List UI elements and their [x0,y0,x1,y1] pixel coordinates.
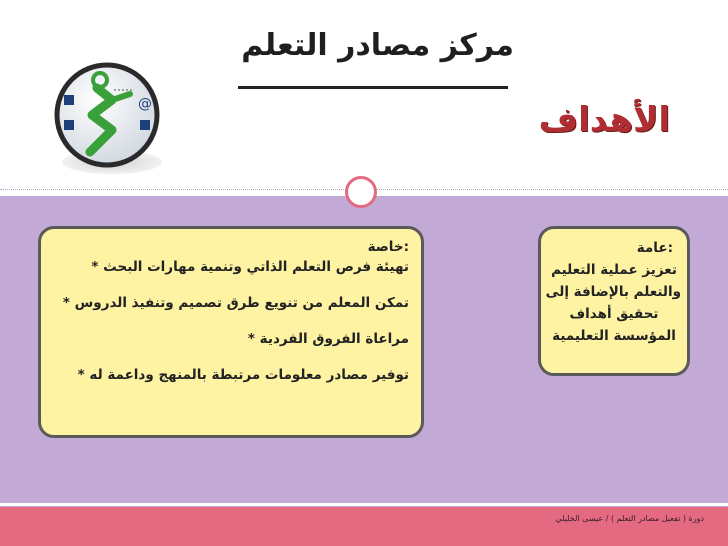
general-goals-heading: :عامة [636,240,673,256]
specific-goals-heading: :خاصة [367,239,409,255]
specific-goals-box [38,226,424,438]
general-goal-line: تحقيق أهداف [569,306,659,322]
specific-goal-item: تهيئة فرص التعلم الذاتي وتنمية مهارات البحث * [91,259,409,275]
divider-circle [345,176,377,208]
footer-band [0,507,728,546]
svg-text:@: @ [138,96,152,112]
general-goal-line: تعزيز عملية التعليم [551,262,677,278]
section-heading: الأهداف [538,100,670,140]
learning-resource-center-globe-icon [52,60,162,170]
footer-separator [0,503,728,506]
general-goal-line: المؤسسة التعليمية [552,328,676,344]
specific-goal-item: تمكن المعلم من تنويع طرق تصميم وتنفيذ الدروس * [62,295,409,311]
general-goal-line: والتعلم بالإضافة إلى [545,284,681,300]
general-goals-box [538,226,690,376]
title-underline [238,86,508,89]
footer-credit: دورة ( تفعيل مصادر التعلم ) / عيسى الخليلي [555,514,704,523]
specific-goal-item: مراعاة الفروق الفردية * [247,331,409,347]
specific-goal-item: توفير مصادر معلومات مرتبطة بالمنهج وداعمة له * [77,367,409,383]
slide-title: مركز مصادر التعلم [241,28,514,63]
